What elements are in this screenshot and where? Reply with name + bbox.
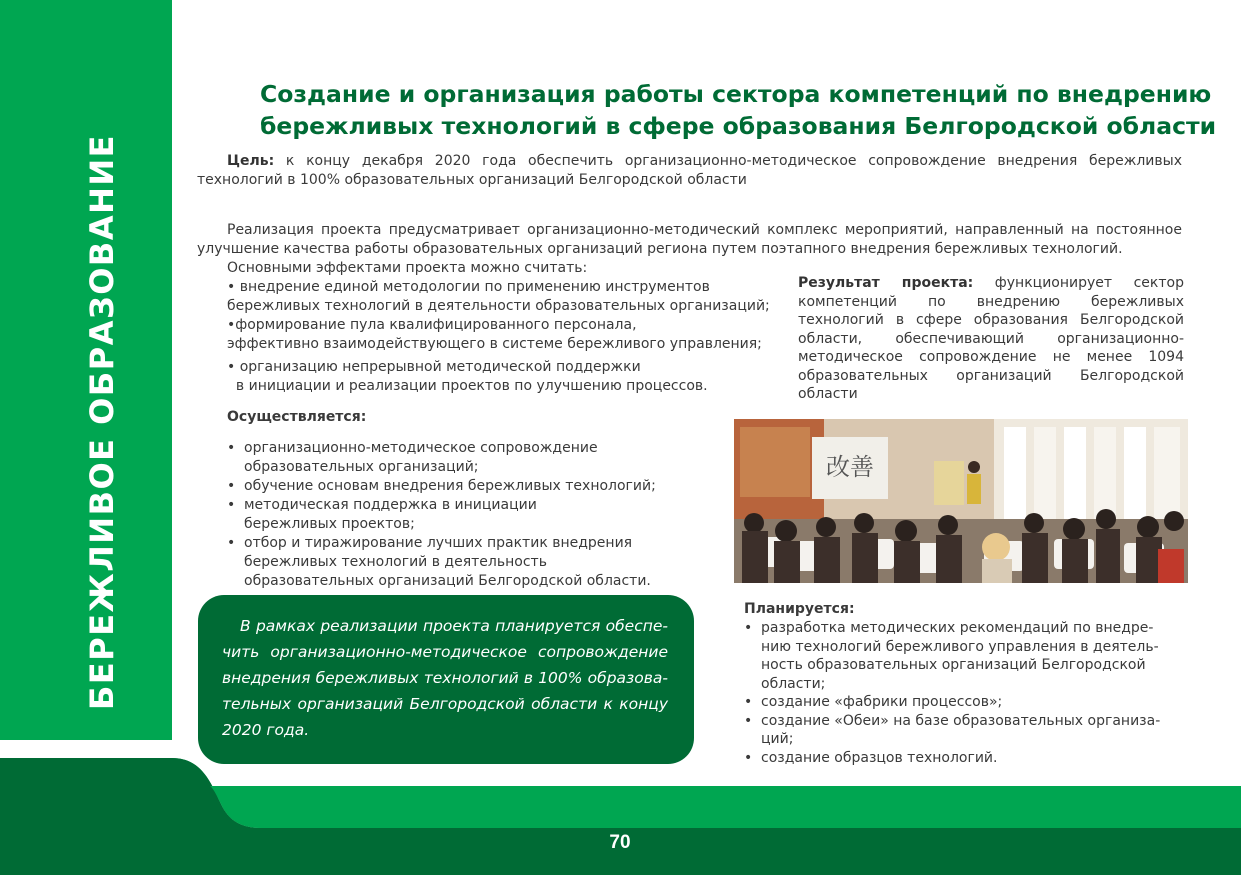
list-item-line: бережливых технологий в деятельность [244,554,547,570]
effects-line: эффективно взаимодействующего в системе бережливого управления; [227,336,762,352]
carried-list [227,439,697,591]
effects-line: в инициации и реализации проектов по улучшению процессов. [227,378,708,394]
effects-block [227,259,797,396]
page-title [260,78,1217,142]
planned-heading: Планируется: [744,601,855,617]
callout-text [222,613,668,743]
list-item: • разработка методических рекомендаций по внедре- нию технологий бережливого управления в деятель- ность образовательных организаций Белгородской области; [744,620,1159,692]
list-item-line: области; [761,675,826,692]
list-item: • создание «фабрики процессов»; [744,694,1003,710]
list-item: • создание «Обеи» на базе образовательных организа- ций; [744,712,1161,747]
effects-line: бережливых технологий в деятельности образовательных организаций; [227,298,770,314]
list-item-line: ций; [761,731,794,747]
callout-line: внедрения бережливых технологий в 100% образова- [222,669,668,687]
callout-line: В рамках реализации проекта планируется обеспе- [240,617,668,635]
list-item-line: создание образцов технологий. [761,749,998,766]
list-item: • организационно-методическое сопровождение образовательных организаций; [227,440,598,475]
list-item-line: образовательных организаций Белгородской области. [244,573,651,589]
callout-line: 2020 года. [222,721,310,739]
list-item-line: нию технологий бережливого управления в деятель- [761,638,1159,655]
callout-line: чить организационно-методическое сопровождение [222,643,668,661]
list-item: • методическая поддержка в инициации бережливых проектов; [227,497,537,532]
callout-box [198,595,694,764]
intro-paragraph: Реализация проекта предусматривает организационно-методический комплекс мероприятий, направленный на постоянное улучшение качества работы образовательных организаций региона путем поэтапного внедрения бережливых технологий. [197,222,1182,257]
effects-line: • внедрение единой методологии по применению инструментов [227,279,710,295]
list-item-line: разработка методических рекомендаций по внедре- [761,620,1154,636]
list-item-line: организационно-методическое сопровождение [244,440,598,456]
list-item-line: образовательных организаций; [244,459,479,475]
list-item-line: создание «Обеи» на базе образовательных организа- [761,712,1161,729]
planned-list [744,619,1184,767]
goal-text: к концу декабря 2020 года обеспечить организационно-методическое сопровождение внедрения бережливых технологий в 100% образовательных организаций Белгородской области [197,153,1182,188]
carried-heading: Осуществляется: [227,409,367,425]
result-label: Результат проекта: [798,275,974,291]
list-item-line: методическая поддержка в инициации [244,497,537,513]
sidebar-band [0,0,172,760]
seminar-photo [734,419,1188,583]
list-item-line: бережливых проектов; [244,516,415,532]
list-item-line: создание «фабрики процессов»; [761,694,1003,710]
result-text: функционирует сектор компетенций по внедрению бережливых технологий в сфере образования Белгородской области, обеспечивающий организационно-методическое сопровождение не менее 1094 образовательных организаций Белгородской области [798,275,1184,402]
list-item-line: ность образовательных организаций Белгородской [761,657,1146,673]
section-title-vertical: БЕРЕЖЛИВОЕ ОБРАЗОВАНИЕ [83,133,121,711]
callout-line: тельных организаций Белгородской области к концу [222,695,668,713]
list-item: • обучение основам внедрения бережливых технологий; [227,478,656,494]
result-paragraph [798,274,1184,404]
screen-text: 改善 [826,453,874,481]
list-item-line: обучение основам внедрения бережливых технологий; [244,478,656,494]
page-number: 70 [609,832,631,853]
list-item: • создание образцов технологий. [744,749,998,766]
list-item-line: отбор и тиражирование лучших практик внедрения [244,535,633,551]
goal-paragraph [197,152,1182,190]
effects-line: • организацию непрерывной методической поддержки [227,359,641,375]
effects-heading: Основными эффектами проекта можно считать: [227,260,588,276]
goal-label: Цель: [227,153,275,169]
list-item: • отбор и тиражирование лучших практик внедрения бережливых технологий в деятельность образовательных организаций Белгородской области. [227,535,651,589]
effects-line: •формирование пула квалифицированного персонала, [227,317,637,333]
title-line: бережливых технологий в сфере образования Белгородской области [260,112,1217,140]
title-line: Создание и организация работы сектора компетенций по внедрению [260,80,1212,108]
